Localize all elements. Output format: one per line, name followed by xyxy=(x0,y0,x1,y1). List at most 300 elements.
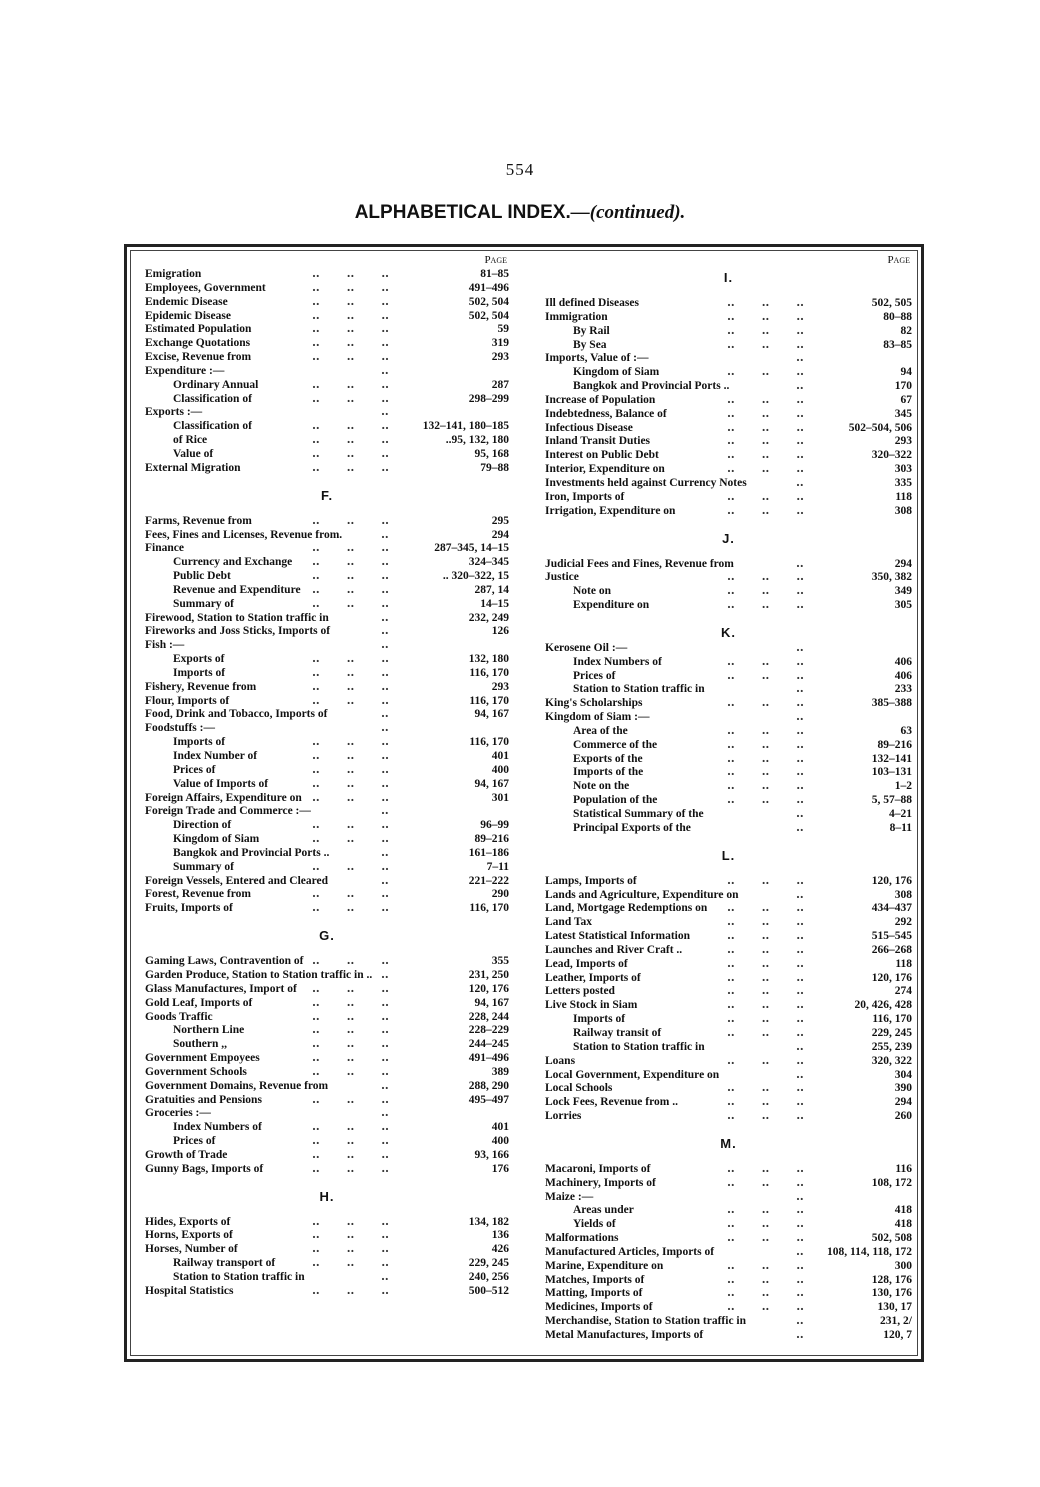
index-entry xyxy=(145,612,509,626)
entry-term: Glass Manufactures, Import of xyxy=(145,982,297,995)
entry-pages: 401 xyxy=(491,1121,509,1134)
index-entry xyxy=(545,822,912,836)
leader-dots xyxy=(726,1027,816,1041)
entry-term: Kingdom of Siam :— xyxy=(545,711,650,724)
index-entry xyxy=(545,585,912,599)
index-entry xyxy=(145,997,509,1011)
entry-pages: 401 xyxy=(491,750,509,762)
entry-pages: 63 xyxy=(900,724,912,737)
leader-dots xyxy=(726,599,816,613)
entry-term: Exports of the xyxy=(573,752,643,765)
leader-dots xyxy=(311,598,401,612)
entry-pages: 266–268 xyxy=(871,943,912,956)
index-entry xyxy=(545,944,912,958)
index-entry xyxy=(145,639,509,653)
entry-term: Southern ,, xyxy=(173,1038,227,1051)
entry-pages: 126 xyxy=(491,625,509,638)
entry-pages: 20, 426, 428 xyxy=(854,999,912,1012)
leader-dots xyxy=(726,366,816,380)
entry-term: Inland Transit Duties xyxy=(545,435,651,448)
entry-term: Direction of xyxy=(173,819,232,832)
entry-term: Summary of xyxy=(173,597,235,610)
index-entry xyxy=(545,808,912,822)
entry-pages: 294 xyxy=(491,528,509,541)
leader-dots xyxy=(311,736,401,750)
entry-pages: 324–345 xyxy=(468,556,509,569)
index-entry xyxy=(545,1163,912,1177)
entry-pages: 231, 250 xyxy=(468,968,509,981)
leader-dots xyxy=(311,1243,401,1257)
index-entry xyxy=(545,1329,912,1343)
leader-dots xyxy=(311,351,401,365)
entry-pages: 502, 504 xyxy=(468,309,509,322)
entry-pages: 132, 180 xyxy=(468,653,509,666)
entry-term: Maize :— xyxy=(545,1190,594,1203)
leader-dots xyxy=(726,297,816,311)
entry-pages: 500–512 xyxy=(468,1284,509,1297)
entry-pages xyxy=(816,711,912,725)
entry-term: Gunny Bags, Imports of xyxy=(145,1162,264,1175)
leader-dots xyxy=(381,1080,401,1094)
entry-term: Kingdom of Siam xyxy=(573,366,660,379)
entry-term: Manufactured Articles, Imports of xyxy=(545,1245,715,1258)
leader-dots xyxy=(726,325,816,339)
index-entry xyxy=(145,955,509,969)
entry-term: Northern Line xyxy=(173,1024,245,1037)
entry-term: Currency and Exchange xyxy=(173,556,293,569)
index-entry xyxy=(145,570,509,584)
entry-pages: 228–229 xyxy=(468,1024,509,1037)
leader-dots xyxy=(726,739,816,753)
index-entry xyxy=(145,1011,509,1025)
leader-dots xyxy=(726,408,816,422)
section-letter: M. xyxy=(720,1135,737,1151)
entry-pages: 103–131 xyxy=(871,766,912,779)
index-entry xyxy=(545,753,912,767)
index-entry xyxy=(545,902,912,916)
entry-pages: 83–85 xyxy=(883,338,912,351)
entry-term: Leather, Imports of xyxy=(545,971,641,984)
entry-term: Matting, Imports of xyxy=(545,1287,643,1300)
leader-dots xyxy=(726,753,816,767)
index-entry xyxy=(545,463,912,477)
leader-dots xyxy=(311,337,401,351)
entry-term: Statistical Summary of the xyxy=(573,808,704,820)
leader-dots xyxy=(311,296,401,310)
leader-dots xyxy=(311,888,401,902)
leader-dots xyxy=(311,792,401,806)
entry-term: Garden Produce, Station to Station traffic in .. xyxy=(145,968,373,981)
index-entry xyxy=(545,1246,912,1260)
entry-pages: 118 xyxy=(895,490,912,503)
index-entry xyxy=(545,1260,912,1274)
leader-dots xyxy=(311,1094,401,1108)
entry-term: Imports, Value of :— xyxy=(545,352,649,365)
leader-dots xyxy=(311,1052,401,1066)
index-entry xyxy=(545,1218,912,1232)
entry-pages: 116, 170 xyxy=(469,736,509,749)
entry-pages: 130, 17 xyxy=(877,1301,912,1314)
entry-term: Investments held against Currency Notes xyxy=(545,476,747,489)
entry-pages: 132–141 xyxy=(871,752,912,765)
index-entry xyxy=(545,422,912,436)
entry-term: Machinery, Imports of xyxy=(545,1176,656,1189)
entry-pages: 81–85 xyxy=(480,268,509,280)
index-entry xyxy=(145,406,509,420)
entry-term: Foreign Affairs, Expenditure on xyxy=(145,791,302,804)
index-entry xyxy=(545,656,912,670)
entry-pages: 418 xyxy=(894,1204,912,1217)
entry-term: Horns, Exports of xyxy=(145,1229,233,1242)
entry-pages: 350, 382 xyxy=(871,571,912,584)
entry-pages: 502, 504 xyxy=(468,295,509,308)
leader-dots xyxy=(381,969,401,983)
page-column-heading: Page xyxy=(484,254,507,266)
entry-term: Station to Station traffic in xyxy=(173,1271,305,1283)
index-entry xyxy=(145,337,509,351)
index-entry xyxy=(145,296,509,310)
entry-term: Macaroni, Imports of xyxy=(545,1162,651,1175)
entry-term: Groceries :— xyxy=(145,1107,211,1120)
entry-term: Public Debt xyxy=(173,570,231,583)
section-letter: I. xyxy=(723,270,734,285)
entry-term: Foreign Trade and Commerce :— xyxy=(145,805,311,818)
leader-dots xyxy=(381,612,401,626)
leader-dots xyxy=(311,778,401,792)
entry-pages xyxy=(401,722,509,736)
leader-dots xyxy=(726,571,816,585)
entry-term: Commerce of the xyxy=(573,738,658,751)
leader-dots xyxy=(726,902,816,916)
entry-pages: 80–88 xyxy=(883,310,912,323)
entry-pages: 295 xyxy=(491,514,509,527)
index-entry xyxy=(145,805,509,819)
leader-dots xyxy=(796,822,816,836)
index-entry xyxy=(145,902,509,916)
index-entry xyxy=(545,491,912,505)
leader-dots xyxy=(311,556,401,570)
leader-dots xyxy=(726,339,816,353)
entry-term: Iron, Imports of xyxy=(545,490,625,503)
entry-term: Immigration xyxy=(545,310,608,323)
entry-pages: 274 xyxy=(894,985,912,998)
leader-dots xyxy=(311,1285,401,1299)
entry-term: Government Schools xyxy=(145,1065,247,1078)
leader-dots xyxy=(796,1069,816,1083)
entry-term: Exports of xyxy=(173,653,225,666)
leader-dots xyxy=(311,695,401,709)
entry-term: Employees, Government xyxy=(145,281,266,294)
entry-term: Gaming Laws, Contravention of xyxy=(145,955,304,968)
leader-dots xyxy=(726,1013,816,1027)
entry-pages: 116, 170 xyxy=(469,666,509,679)
spacer xyxy=(145,1177,509,1187)
leader-dots xyxy=(796,1329,816,1343)
leader-dots xyxy=(796,808,816,822)
leader-dots xyxy=(726,985,816,999)
entry-pages: 495–497 xyxy=(468,1093,509,1106)
index-entry xyxy=(545,1315,912,1329)
entry-term: Imports of xyxy=(573,1013,626,1026)
index-entry xyxy=(545,339,912,353)
entry-term: Irrigation, Expenditure on xyxy=(545,504,676,517)
entry-term: Land Tax xyxy=(545,916,592,929)
leader-dots xyxy=(796,380,816,394)
entry-term: Increase of Population xyxy=(545,393,656,406)
index-entry xyxy=(145,819,509,833)
entry-term: Excise, Revenue from xyxy=(145,351,252,364)
entry-pages: 255, 239 xyxy=(871,1040,912,1053)
leader-dots xyxy=(796,711,816,725)
entry-term: Infectious Disease xyxy=(545,421,633,434)
entry-term: Medicines, Imports of xyxy=(545,1301,653,1314)
leader-dots xyxy=(796,1191,816,1205)
entry-pages: 8–11 xyxy=(889,821,912,834)
entry-term: King's Scholarships xyxy=(545,697,643,710)
index-entry xyxy=(145,736,509,750)
entry-pages xyxy=(401,365,509,379)
index-entry xyxy=(145,598,509,612)
index-entry xyxy=(145,462,509,476)
index-entry xyxy=(545,1110,912,1124)
entry-term: Hides, Exports of xyxy=(145,1215,231,1228)
entry-pages: 244–245 xyxy=(468,1038,509,1051)
entry-term: Flour, Imports of xyxy=(145,694,230,707)
index-entry xyxy=(545,449,912,463)
spacer xyxy=(545,1124,912,1134)
index-entry xyxy=(145,695,509,709)
leader-dots xyxy=(381,1107,401,1121)
spacer xyxy=(545,287,912,297)
entry-pages: 116, 170 xyxy=(872,1013,912,1026)
leader-dots xyxy=(726,1232,816,1246)
leader-dots xyxy=(726,780,816,794)
entry-pages: 418 xyxy=(894,1218,912,1231)
entry-term: Railway transport of xyxy=(173,1257,276,1270)
index-entry xyxy=(545,794,912,808)
entry-pages: 161–186 xyxy=(468,846,509,859)
entry-pages: 491–496 xyxy=(468,1052,509,1065)
index-entry xyxy=(545,999,912,1013)
entry-pages: 134, 182 xyxy=(468,1215,509,1228)
entry-term: Expenditure :— xyxy=(145,364,225,377)
leader-dots xyxy=(381,639,401,653)
entry-term: Population of the xyxy=(573,794,658,807)
spacer xyxy=(145,476,509,486)
leader-dots xyxy=(311,861,401,875)
index-entry xyxy=(145,515,509,529)
index-entry xyxy=(545,642,912,656)
leader-dots xyxy=(311,584,401,598)
entry-pages: 82 xyxy=(900,324,912,337)
leader-dots xyxy=(381,625,401,639)
index-entry xyxy=(545,711,912,725)
entry-term: By Rail xyxy=(573,324,610,337)
index-entry xyxy=(545,311,912,325)
entry-pages: 116, 170 xyxy=(469,694,509,707)
entry-term: Gold Leaf, Imports of xyxy=(145,996,253,1009)
entry-pages xyxy=(401,805,509,819)
leader-dots xyxy=(726,1260,816,1274)
leader-dots xyxy=(796,1315,816,1329)
entry-term: Local Government, Expenditure on xyxy=(545,1068,720,1081)
index-entry xyxy=(145,1135,509,1149)
leader-dots xyxy=(726,1163,816,1177)
section-letter: G. xyxy=(319,928,335,944)
leader-dots xyxy=(726,958,816,972)
entry-term: Lamps, Imports of xyxy=(545,874,637,887)
entry-term: Index Numbers of xyxy=(573,655,662,668)
leader-dots xyxy=(726,794,816,808)
leader-dots xyxy=(311,1149,401,1163)
entry-pages: 229, 245 xyxy=(468,1257,509,1270)
index-entry xyxy=(545,916,912,930)
index-entry xyxy=(145,653,509,667)
leader-dots xyxy=(311,462,401,476)
index-entry xyxy=(145,792,509,806)
leader-dots xyxy=(726,463,816,477)
entry-term: Goods Traffic xyxy=(145,1010,213,1023)
leader-dots xyxy=(726,1055,816,1069)
leader-dots xyxy=(311,1135,401,1149)
index-entry xyxy=(145,1094,509,1108)
leader-dots xyxy=(381,805,401,819)
index-entry xyxy=(145,584,509,598)
spacer xyxy=(145,945,509,955)
section-letter: F. xyxy=(320,487,334,503)
index-entry xyxy=(145,1107,509,1121)
index-entry xyxy=(145,1066,509,1080)
entry-pages: 67 xyxy=(900,393,912,406)
leader-dots xyxy=(311,282,401,296)
entry-term: Merchandise, Station to Station traffic in xyxy=(545,1315,747,1328)
index-entry xyxy=(545,380,912,394)
entry-pages: 7–11 xyxy=(486,860,509,873)
entry-pages: 170 xyxy=(894,380,912,393)
entry-pages: 292 xyxy=(894,916,912,929)
leader-dots xyxy=(311,833,401,847)
entry-term: Malformations xyxy=(545,1232,619,1245)
index-entry xyxy=(545,889,912,903)
entry-term: Imports of xyxy=(173,666,226,679)
index-entry xyxy=(545,1274,912,1288)
index-entry xyxy=(145,448,509,462)
leader-dots xyxy=(311,1163,401,1177)
entry-pages: 132–141, 180–185 xyxy=(422,420,509,433)
entry-pages: 294 xyxy=(894,1096,912,1109)
page-title xyxy=(0,202,1040,224)
index-entry xyxy=(145,1285,509,1299)
index-entry xyxy=(145,847,509,861)
leader-dots xyxy=(726,725,816,739)
entry-pages: 298–299 xyxy=(468,392,509,405)
entry-term: Emigration xyxy=(145,268,202,280)
index-entry xyxy=(145,625,509,639)
entry-pages: 290 xyxy=(491,888,509,901)
leader-dots xyxy=(311,1257,401,1271)
entry-pages: 93, 166 xyxy=(474,1148,509,1161)
entry-pages: 293 xyxy=(491,351,509,364)
entry-term: Exports :— xyxy=(145,406,203,419)
entry-term: Ordinary Annual xyxy=(173,378,259,391)
entry-pages: 79–88 xyxy=(480,461,509,474)
leader-dots xyxy=(726,697,816,711)
leader-dots xyxy=(726,311,816,325)
entry-pages: 94, 167 xyxy=(474,996,509,1009)
entry-pages: 231, 2/ xyxy=(880,1315,912,1328)
leader-dots xyxy=(796,1246,816,1260)
section-letter: L. xyxy=(721,847,736,863)
entry-term: Food, Drink and Tobacco, Imports of xyxy=(145,708,328,721)
entry-pages xyxy=(816,352,912,366)
entry-pages: 389 xyxy=(491,1065,509,1078)
index-entry xyxy=(545,985,912,999)
leader-dots xyxy=(381,1271,401,1285)
entry-pages: 406 xyxy=(894,669,912,682)
entry-pages: 502, 508 xyxy=(871,1232,912,1245)
leader-dots xyxy=(726,1274,816,1288)
index-entry xyxy=(145,1229,509,1243)
entry-term: Matches, Imports of xyxy=(545,1273,645,1286)
entry-term: Lorries xyxy=(545,1110,582,1123)
spacer xyxy=(145,1206,509,1216)
leader-dots xyxy=(311,1024,401,1038)
entry-term: Ill defined Diseases xyxy=(545,297,639,309)
index-entry xyxy=(145,1052,509,1066)
index-entry xyxy=(545,505,912,519)
entry-term: Lock Fees, Revenue from .. xyxy=(545,1096,678,1109)
entry-pages xyxy=(401,1107,509,1121)
entry-pages: ..95, 132, 180 xyxy=(445,434,509,447)
entry-pages: 128, 176 xyxy=(871,1273,912,1286)
index-entry xyxy=(545,972,912,986)
leader-dots xyxy=(311,902,401,916)
index-entry xyxy=(545,435,912,449)
leader-dots xyxy=(726,766,816,780)
index-entry xyxy=(145,750,509,764)
entry-term: Lands and Agriculture, Expenditure on xyxy=(545,888,739,901)
entry-term: Loans xyxy=(545,1054,576,1067)
leader-dots xyxy=(726,505,816,519)
entry-term: Endemic Disease xyxy=(145,295,228,308)
index-entry xyxy=(545,739,912,753)
leader-dots xyxy=(796,683,816,697)
leader-dots xyxy=(311,1038,401,1052)
leader-dots xyxy=(381,847,401,861)
entry-term: Classification of xyxy=(173,392,252,405)
entry-pages: 130, 176 xyxy=(871,1287,912,1300)
entry-term: Latest Statistical Information xyxy=(545,930,691,943)
leader-dots xyxy=(311,420,401,434)
entry-term: Estimated Population xyxy=(145,323,252,336)
entry-term: Value of xyxy=(173,447,214,460)
entry-term: Station to Station traffic in xyxy=(573,683,705,696)
title-main: ALPHABETICAL INDEX. xyxy=(354,202,571,223)
index-entry xyxy=(145,681,509,695)
entry-term: Marine, Expenditure on xyxy=(545,1259,664,1272)
entry-term: Metal Manufactures, Imports of xyxy=(545,1329,704,1341)
entry-pages: 400 xyxy=(491,763,509,776)
entry-pages: 319 xyxy=(491,337,509,350)
entry-pages xyxy=(816,1191,912,1205)
entry-term: Note on xyxy=(573,585,612,598)
entry-pages: 293 xyxy=(894,435,912,448)
entry-term: Classification of xyxy=(173,420,252,433)
entry-pages: 120, 7 xyxy=(883,1329,912,1341)
leader-dots xyxy=(311,819,401,833)
entry-pages: 502, 505 xyxy=(871,297,912,309)
entry-term: Fireworks and Joss Sticks, Imports of xyxy=(145,625,331,638)
